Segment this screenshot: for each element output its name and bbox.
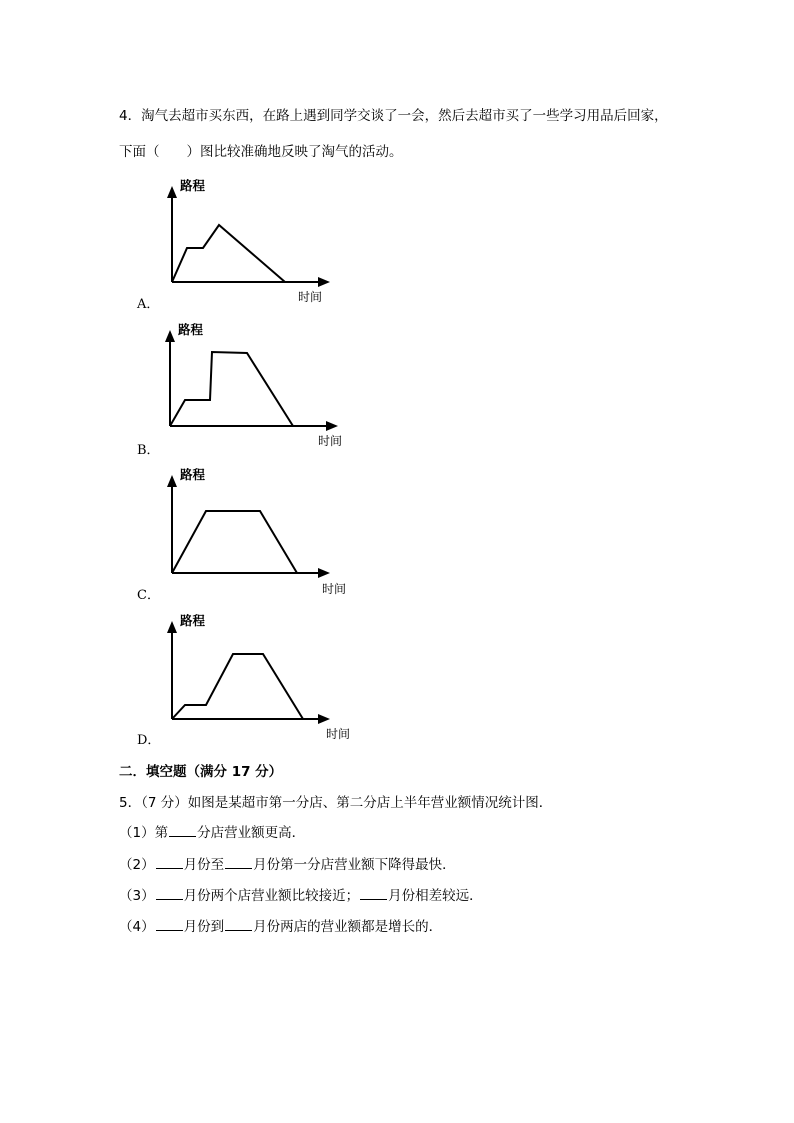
- answer-blank[interactable]: [360, 887, 387, 900]
- distance-line: [172, 654, 303, 719]
- x-axis-arrow: [326, 421, 338, 431]
- part-1-prefix: （1）第: [119, 825, 169, 841]
- part-4-middle: 月份到: [183, 919, 225, 935]
- question-4-line-2: 下面（ ）图比较准确地反映了淘气的活动。: [119, 144, 403, 160]
- part-1-suffix: 分店营业额更高．: [197, 825, 306, 841]
- answer-blank[interactable]: [156, 856, 183, 869]
- graph-d-svg: [160, 611, 360, 736]
- part-3-prefix: （3）: [119, 888, 155, 904]
- question-4-line-1: 4．淘气去超市买东西，在路上遇到同学交谈了一会，然后去超市买了一些学习用品后回家，: [119, 108, 668, 124]
- question-5-stem: 5．（7 分）如图是某超市第一分店、第二分店上半年营业额情况统计图．: [119, 795, 553, 811]
- option-d-label: D．: [137, 733, 161, 748]
- answer-blank[interactable]: [169, 824, 196, 837]
- graph-option-c: [160, 465, 350, 596]
- y-axis-arrow: [167, 475, 177, 487]
- x-axis-label: 时间: [318, 434, 343, 448]
- distance-line: [172, 511, 297, 573]
- y-axis-arrow: [167, 186, 177, 198]
- x-axis-arrow: [318, 568, 330, 578]
- part-4-prefix: （4）: [119, 919, 155, 935]
- answer-blank[interactable]: [156, 887, 183, 900]
- distance-line: [172, 225, 285, 282]
- option-a-label: A．: [137, 297, 160, 312]
- option-c-label: C．: [137, 588, 160, 603]
- question-5-part-3: [119, 884, 483, 904]
- graph-option-b: [158, 318, 348, 448]
- part-2-suffix: 月份第一分店营业额下降得最快．: [253, 857, 456, 873]
- part-2-prefix: （2）: [119, 857, 155, 873]
- question-5-part-1: [119, 821, 305, 841]
- part-4-suffix: 月份两店的营业额都是增长的．: [253, 919, 443, 935]
- x-axis-label: 时间: [326, 727, 351, 741]
- part-3-middle: 月份两个店营业额比较接近；: [183, 888, 360, 904]
- x-axis-arrow: [318, 714, 330, 724]
- y-axis-arrow: [167, 621, 177, 633]
- option-b-label: B．: [137, 443, 160, 458]
- y-axis-label: 路程: [180, 467, 206, 482]
- question-5-part-4: [119, 915, 442, 935]
- distance-line: [170, 352, 293, 426]
- part-2-middle: 月份至: [183, 857, 225, 873]
- answer-blank[interactable]: [225, 856, 252, 869]
- question-5-part-2: [119, 853, 456, 873]
- answer-blank[interactable]: [225, 918, 252, 931]
- graph-c-svg: [160, 465, 350, 590]
- x-axis-label: 时间: [298, 290, 323, 304]
- y-axis-label: 路程: [178, 322, 204, 337]
- y-axis-label: 路程: [180, 613, 206, 628]
- x-axis-label: 时间: [322, 582, 347, 596]
- y-axis-label: 路程: [180, 178, 206, 193]
- y-axis-arrow: [165, 330, 175, 342]
- x-axis-arrow: [318, 277, 330, 287]
- section-heading: 二．填空题（满分 17 分）: [119, 764, 283, 780]
- answer-blank[interactable]: [156, 918, 183, 931]
- graph-option-a: [160, 172, 340, 304]
- part-3-suffix: 月份相差较远．: [388, 888, 483, 904]
- graph-option-d: [160, 611, 360, 741]
